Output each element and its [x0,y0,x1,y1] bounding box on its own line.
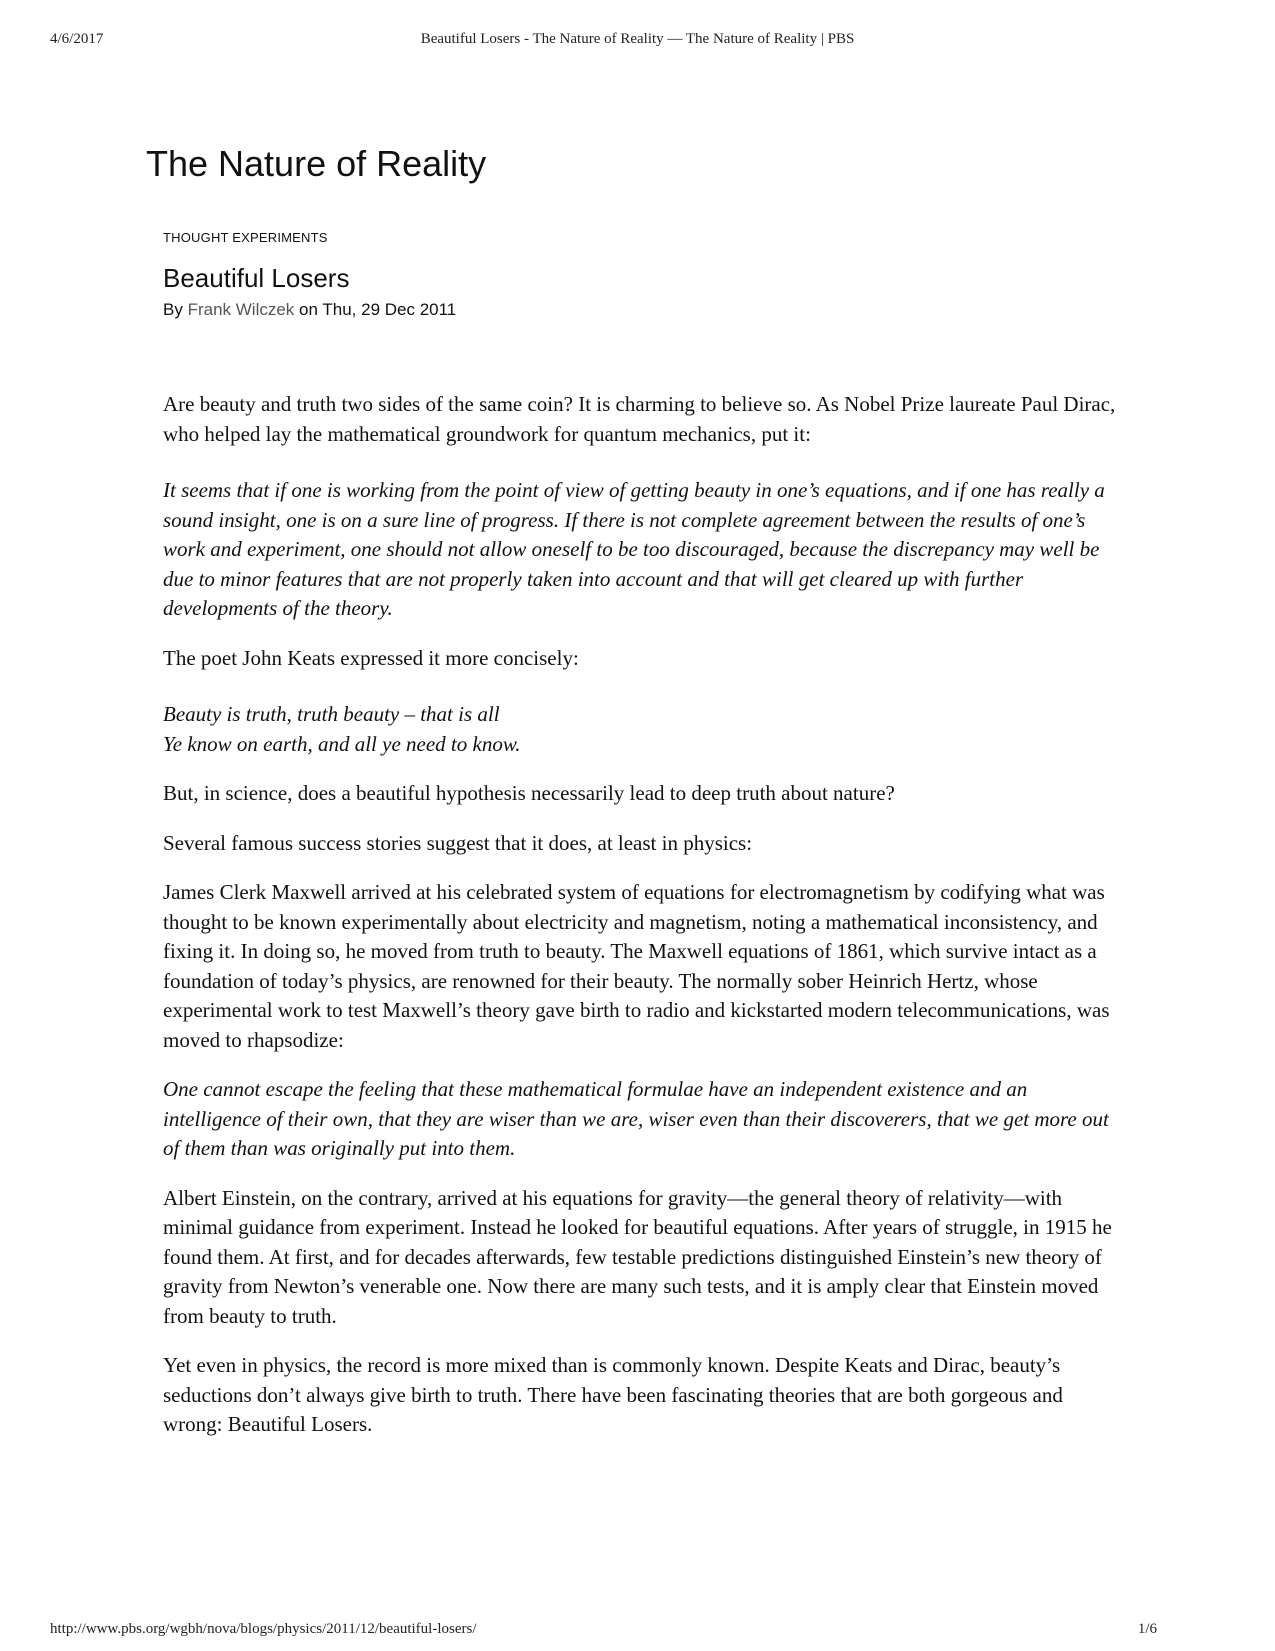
paragraph: Albert Einstein, on the contrary, arrived at his equations for gravity—the general theory of relativity—with minimal guidance from experiment. Instead he looked for beautiful equations. After years of struggle, in 1915 he found them. At first, and for decades afterwards, few testable predictions distinguished Einstein’s new theory of gravity from Newton’s venerable one. Now there are many such tests, and it is amply clear that Einstein moved from beauty to truth. [163,1185,1112,1328]
keats-line: Beauty is truth, truth beauty – that is all [163,702,500,726]
print-header [0,31,1275,53]
paragraph: Yet even in physics, the record is more mixed than is commonly known. Despite Keats and Dirac, beauty’s seductions don’t always give birth to truth. There have been fascinating theories that are both gorgeous and wrong: Beautiful Losers. [163,1353,1063,1436]
article-title: Beautiful Losers [163,263,350,293]
byline [163,300,1113,320]
keats-line: Ye know on earth, and all ye need to know. [163,731,521,756]
print-page-number: 1/6 [1137,1621,1157,1637]
article-body [163,390,1123,1460]
print-footer [0,1621,1275,1643]
author-link[interactable]: Frank Wilczek [187,300,295,319]
article-category[interactable]: THOUGHT EXPERIMENTS [163,230,328,245]
print-date: 4/6/2017 [50,31,104,47]
publish-date: on Thu, 29 Dec 2011 [299,300,457,319]
paragraph: Several famous success stories suggest that it does, at least in physics: [163,830,753,855]
print-page-title: Beautiful Losers - The Nature of Reality — The Nature of Reality | PBS [420,31,855,47]
paragraph: The poet John Keats expressed it more concisely: [163,645,579,670]
keats-quote [163,700,1123,759]
article-header [163,230,1113,320]
paragraph: But, in science, does a beautiful hypothesis necessarily lead to deep truth about nature? [163,781,895,805]
paragraph: James Clerk Maxwell arrived at his celebrated system of equations for electromagnetism by codifying what was thought to be known experimentally about electricity and magnetism, noting a mathematical inconsistency, and fixing it. In doing so, he moved from truth to beauty. The Maxwell equations of 1861, which survive intact as a foundation of today’s physics, are renowned for their beauty. The normally sober Heinrich Hertz, whose experimental work to test Maxwell’s theory gave birth to radio and kickstarted modern telecommunications, was moved to rhapsodize: [163,880,1110,1052]
site-title[interactable]: The Nature of Reality [146,143,487,184]
paragraph: Are beauty and truth two sides of the same coin? It is charming to believe so. As Nobel Prize laureate Paul Dirac, who helped lay the mathematical groundwork for quantum mechanics, put it: [163,392,1116,446]
print-url: http://www.pbs.org/wgbh/nova/blogs/physics/2011/12/beautiful-losers/ [50,1621,477,1637]
byline-prefix: By [163,300,183,319]
dirac-quote: It seems that if one is working from the point of view of getting beauty in one’s equations, and if one has really a sound insight, one is on a sure line of progress. If there is not complete agreement between the results of one’s work and experiment, one should not allow oneself to be too discouraged, because the discrepancy may well be due to minor features that are not properly taken into account and that will get cleared up with further developments of the theory. [163,478,1105,620]
hertz-quote: One cannot escape the feeling that these mathematical formulae have an independent existence and an intelligence of their own, that they are wiser than we are, wiser even than their discoverers, that we get more out of them than was originally put into them. [163,1077,1109,1160]
